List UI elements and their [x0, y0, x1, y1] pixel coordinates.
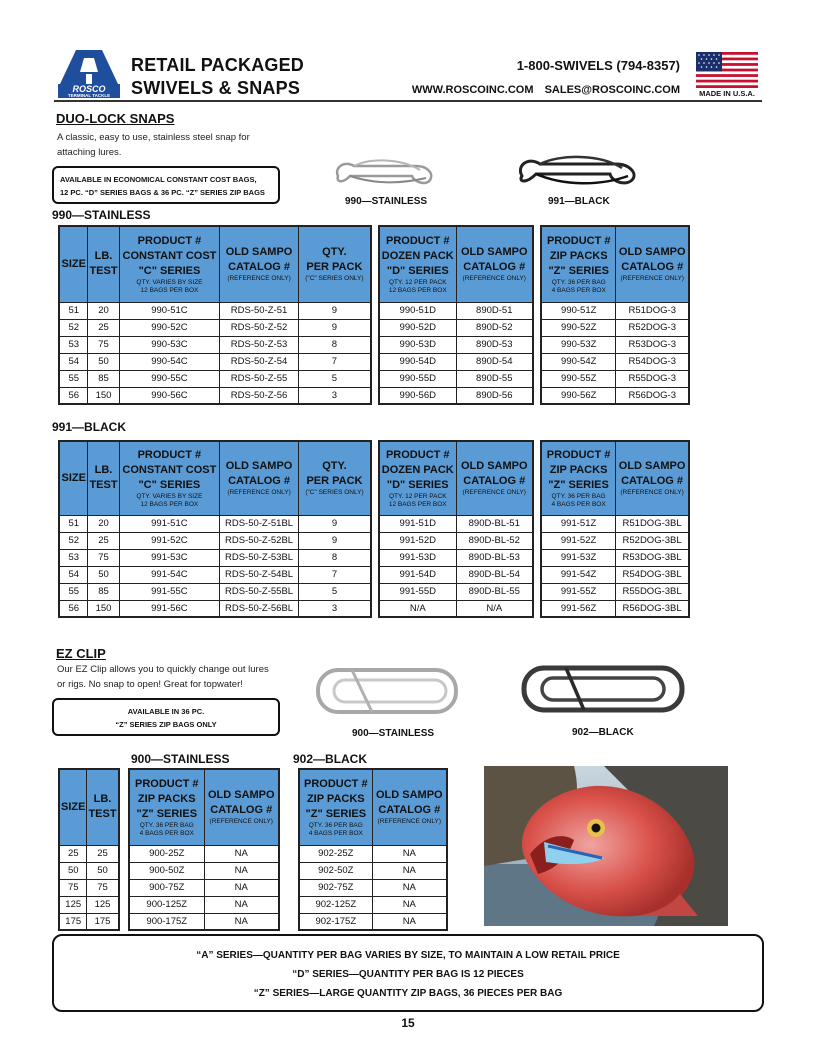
- table-cell: 25: [59, 845, 87, 862]
- table-cell: 991-52D: [379, 532, 456, 549]
- duolock-stainless-caption: 990—STAINLESS: [345, 196, 428, 207]
- table-cell: NA: [204, 845, 279, 862]
- col-c-series: PRODUCT # CONSTANT COST "C" SERIES QTY. VARIES BY SIZE 12 BAGS PER BOX: [119, 226, 220, 302]
- table-cell: 53: [59, 336, 88, 353]
- table-cell: NA: [204, 896, 279, 913]
- table-cell: R55DOG-3: [616, 370, 689, 387]
- table-cell: 890D-BL-52: [456, 532, 533, 549]
- table-row: [379, 370, 533, 387]
- duolock-notice-line-1: AVAILABLE IN ECONOMICAL CONSTANT COST BAGS,: [60, 175, 257, 184]
- table-990-z-series: [540, 225, 690, 405]
- table-cell: R54DOG-3BL: [616, 566, 689, 583]
- table-row: [129, 862, 279, 879]
- table-cell: 9: [298, 319, 371, 336]
- table-row: [541, 336, 689, 353]
- table-row: [379, 600, 533, 617]
- table-row: [379, 302, 533, 319]
- table-cell: 85: [88, 583, 119, 600]
- table-cell: 3: [298, 387, 371, 404]
- table-row: [541, 370, 689, 387]
- us-flag-icon: [696, 52, 758, 88]
- table-cell: 25: [88, 319, 119, 336]
- table-cell: R54DOG-3: [616, 353, 689, 370]
- table-990-main: [58, 225, 372, 405]
- table-cell: 9: [298, 302, 371, 319]
- ezclip-availability-notice: [52, 698, 280, 736]
- table-991-d-series: [378, 440, 534, 618]
- table-cell: 7: [298, 353, 371, 370]
- logo-text: ROSCO: [72, 84, 106, 94]
- legend-d-series: “D” SERIES—QUANTITY PER BAG IS 12 PIECES: [292, 969, 524, 980]
- title-line-2: SWIVELS & SNAPS: [131, 78, 301, 98]
- table-row: [59, 896, 119, 913]
- table-cell: 75: [87, 879, 119, 896]
- table-cell: 990-56D: [379, 387, 456, 404]
- phone-number: 1-800-SWIVELS (794-8357): [516, 58, 680, 73]
- col-d-series: PRODUCT # DOZEN PACK "D" SERIES QTY. 12 PER PACK 12 BAGS PER BOX: [379, 226, 456, 302]
- table-cell: 50: [87, 862, 119, 879]
- table-row: [541, 353, 689, 370]
- col-qty-per-pack: QTY. PER PACK ("C" SERIES ONLY): [298, 441, 371, 515]
- table-cell: 990-51C: [119, 302, 220, 319]
- table-cell: 990-53D: [379, 336, 456, 353]
- table-cell: 25: [87, 845, 119, 862]
- table-cell: 991-56C: [119, 600, 220, 617]
- table-row: [541, 302, 689, 319]
- col-old-sampo: OLD SAMPO CATALOG # (REFERENCE ONLY): [204, 769, 279, 845]
- table-cell: 890D-54: [456, 353, 533, 370]
- table-row: [379, 387, 533, 404]
- col-old-sampo: OLD SAMPO CATALOG # (REFERENCE ONLY): [456, 226, 533, 302]
- table-row: [59, 845, 119, 862]
- table-cell: 3: [298, 600, 371, 617]
- table-row: [541, 600, 689, 617]
- table-cell: 890D-BL-54: [456, 566, 533, 583]
- table-cell: RDS-50-Z-53BL: [220, 549, 299, 566]
- table-cell: 56: [59, 387, 88, 404]
- table-row: [129, 845, 279, 862]
- table-cell: 900-25Z: [129, 845, 204, 862]
- red-snapper-photo: [484, 766, 728, 926]
- table-cell: 990-52Z: [541, 319, 616, 336]
- table-cell: 902-50Z: [299, 862, 372, 879]
- col-old-sampo: OLD SAMPO CATALOG # (REFERENCE ONLY): [616, 441, 689, 515]
- table-cell: NA: [372, 879, 447, 896]
- table-cell: 890D-51: [456, 302, 533, 319]
- title-line-1: RETAIL PACKAGED: [131, 55, 305, 75]
- table-row: [379, 353, 533, 370]
- table-row: [59, 370, 371, 387]
- table-row: [59, 515, 371, 532]
- table-row: [299, 896, 447, 913]
- table-cell: 991-51D: [379, 515, 456, 532]
- table-row: [59, 913, 119, 930]
- table-cell: 125: [59, 896, 87, 913]
- table-row: [59, 319, 371, 336]
- table-cell: 125: [87, 896, 119, 913]
- table-cell: 85: [88, 370, 119, 387]
- table-cell: 990-52C: [119, 319, 220, 336]
- table-cell: 51: [59, 302, 88, 319]
- table-cell: 25: [88, 532, 119, 549]
- ezclip-description: [57, 662, 297, 692]
- table-cell: 990-52D: [379, 319, 456, 336]
- col-lb-test: LB. TEST: [87, 769, 119, 845]
- table-cell: 890D-BL-55: [456, 583, 533, 600]
- table-cell: 900-175Z: [129, 913, 204, 930]
- table-cell: 55: [59, 583, 88, 600]
- table-900-label: 900—STAINLESS: [131, 752, 230, 766]
- col-old-sampo: OLD SAMPO CATALOG # (REFERENCE ONLY): [616, 226, 689, 302]
- table-990-d-series: [378, 225, 534, 405]
- table-cell: RDS-50-Z-51BL: [220, 515, 299, 532]
- table-cell: 990-56C: [119, 387, 220, 404]
- table-cell: 991-51Z: [541, 515, 616, 532]
- col-size: SIZE: [59, 226, 88, 302]
- table-cell: 991-53Z: [541, 549, 616, 566]
- ezclip-desc-line-1: Our EZ Clip allows you to quickly change out lures: [57, 664, 269, 675]
- table-900: [128, 768, 280, 931]
- table-cell: 5: [298, 370, 371, 387]
- table-cell: 900-75Z: [129, 879, 204, 896]
- table-cell: 902-175Z: [299, 913, 372, 930]
- table-cell: 9: [298, 515, 371, 532]
- col-z-series: PRODUCT # ZIP PACKS "Z" SERIES QTY. 36 PER BAG 4 BAGS PER BOX: [541, 441, 616, 515]
- table-row: [59, 879, 119, 896]
- col-z-series: PRODUCT # ZIP PACKS "Z" SERIES QTY. 36 PER BAG 4 BAGS PER BOX: [299, 769, 372, 845]
- page-title: [131, 54, 304, 100]
- table-cell: 5: [298, 583, 371, 600]
- table-cell: 990-56Z: [541, 387, 616, 404]
- table-cell: 991-53D: [379, 549, 456, 566]
- table-row: [129, 896, 279, 913]
- table-cell: 55: [59, 370, 88, 387]
- table-cell: 990-55Z: [541, 370, 616, 387]
- table-cell: 890D-55: [456, 370, 533, 387]
- table-cell: 902-25Z: [299, 845, 372, 862]
- table-row: [541, 549, 689, 566]
- table-cell: 8: [298, 549, 371, 566]
- table-cell: 150: [88, 600, 119, 617]
- table-cell: 991-55C: [119, 583, 220, 600]
- table-cell: N/A: [379, 600, 456, 617]
- table-cell: 902-75Z: [299, 879, 372, 896]
- table-cell: RDS-50-Z-52: [220, 319, 298, 336]
- table-cell: 991-56Z: [541, 600, 616, 617]
- table-990-label: 990—STAINLESS: [52, 208, 151, 222]
- table-row: [299, 862, 447, 879]
- col-d-series: PRODUCT # DOZEN PACK "D" SERIES QTY. 12 PER PACK 12 BAGS PER BOX: [379, 441, 456, 515]
- table-row: [379, 566, 533, 583]
- table-row: [59, 566, 371, 583]
- table-cell: 991-54C: [119, 566, 220, 583]
- table-row: [541, 387, 689, 404]
- table-902: [298, 768, 448, 931]
- table-cell: NA: [204, 862, 279, 879]
- table-cell: RDS-50-Z-51: [220, 302, 298, 319]
- table-cell: 890D-BL-53: [456, 549, 533, 566]
- table-cell: 20: [88, 515, 119, 532]
- table-cell: R56DOG-3: [616, 387, 689, 404]
- ezclip-stainless-image: [312, 660, 462, 722]
- col-z-series: PRODUCT # ZIP PACKS "Z" SERIES QTY. 36 PER BAG 4 BAGS PER BOX: [129, 769, 204, 845]
- col-c-series: PRODUCT # CONSTANT COST "C" SERIES QTY. VARIES BY SIZE 12 BAGS PER BOX: [119, 441, 220, 515]
- duolock-black-image: [512, 146, 642, 192]
- table-cell: 900-125Z: [129, 896, 204, 913]
- col-size: SIZE: [59, 769, 87, 845]
- table-cell: 53: [59, 549, 88, 566]
- table-cell: 900-50Z: [129, 862, 204, 879]
- table-cell: R52DOG-3: [616, 319, 689, 336]
- table-row: [541, 319, 689, 336]
- table-cell: 52: [59, 319, 88, 336]
- table-cell: 991-55Z: [541, 583, 616, 600]
- duolock-notice-line-2: 12 PC. “D” SERIES BAGS & 36 PC. “Z” SERIES ZIP BAGS: [60, 188, 265, 197]
- table-cell: 991-52Z: [541, 532, 616, 549]
- col-old-sampo: OLD SAMPO CATALOG # (REFERENCE ONLY): [220, 441, 299, 515]
- table-cell: 52: [59, 532, 88, 549]
- table-row: [379, 336, 533, 353]
- table-cell: 991-53C: [119, 549, 220, 566]
- table-cell: 54: [59, 566, 88, 583]
- table-row: [129, 913, 279, 930]
- table-row: [379, 515, 533, 532]
- table-cell: RDS-50-Z-55BL: [220, 583, 299, 600]
- table-cell: R51DOG-3BL: [616, 515, 689, 532]
- table-row: [59, 353, 371, 370]
- table-cell: 990-54D: [379, 353, 456, 370]
- table-row: [59, 862, 119, 879]
- made-in-usa-caption: MADE IN U.S.A.: [699, 89, 755, 98]
- table-row: [541, 583, 689, 600]
- col-size: SIZE: [59, 441, 88, 515]
- table-cell: NA: [372, 913, 447, 930]
- table-row: [541, 515, 689, 532]
- duolock-description: [57, 130, 297, 160]
- ezclip-black-image: [518, 660, 688, 720]
- table-row: [129, 879, 279, 896]
- table-cell: R53DOG-3: [616, 336, 689, 353]
- header-divider: [54, 100, 762, 102]
- table-cell: 20: [88, 302, 119, 319]
- table-cell: 991-51C: [119, 515, 220, 532]
- logo-subtext: TERMINAL TACKLE: [67, 93, 111, 98]
- table-cell: RDS-50-Z-56: [220, 387, 298, 404]
- col-qty-per-pack: QTY. PER PACK ("C" SERIES ONLY): [298, 226, 371, 302]
- table-cell: 991-55D: [379, 583, 456, 600]
- table-cell: RDS-50-Z-53: [220, 336, 298, 353]
- table-991-label: 991—BLACK: [52, 420, 127, 434]
- table-cell: 8: [298, 336, 371, 353]
- table-row: [59, 302, 371, 319]
- table-cell: 902-125Z: [299, 896, 372, 913]
- table-cell: RDS-50-Z-54: [220, 353, 298, 370]
- table-cell: 990-51D: [379, 302, 456, 319]
- table-cell: R51DOG-3: [616, 302, 689, 319]
- table-cell: 51: [59, 515, 88, 532]
- ezclip-desc-line-2: or rigs. No snap to open! Great for topwater!: [57, 679, 243, 690]
- table-cell: NA: [372, 845, 447, 862]
- contact-line: [380, 84, 680, 96]
- table-row: [59, 583, 371, 600]
- table-cell: NA: [204, 879, 279, 896]
- table-cell: 990-54C: [119, 353, 220, 370]
- table-row: [379, 532, 533, 549]
- table-cell: 50: [88, 353, 119, 370]
- duolock-stainless-image: [330, 148, 438, 194]
- col-old-sampo: OLD SAMPO CATALOG # (REFERENCE ONLY): [456, 441, 533, 515]
- table-991-z-series: [540, 440, 690, 618]
- duolock-section-title: DUO-LOCK SNAPS: [56, 111, 175, 126]
- website-link[interactable]: WWW.ROSCOINC.COM: [411, 84, 534, 96]
- table-cell: 50: [88, 566, 119, 583]
- table-row: [59, 532, 371, 549]
- table-cell: NA: [372, 896, 447, 913]
- col-old-sampo: OLD SAMPO CATALOG # (REFERENCE ONLY): [220, 226, 298, 302]
- table-cell: R53DOG-3BL: [616, 549, 689, 566]
- table-cell: 9: [298, 532, 371, 549]
- table-row: [299, 913, 447, 930]
- table-cell: 991-52C: [119, 532, 220, 549]
- col-lb-test: LB. TEST: [88, 226, 119, 302]
- col-old-sampo: OLD SAMPO CATALOG # (REFERENCE ONLY): [372, 769, 447, 845]
- table-row: [379, 319, 533, 336]
- table-cell: 75: [59, 879, 87, 896]
- table-row: [299, 879, 447, 896]
- table-cell: N/A: [456, 600, 533, 617]
- table-902-label: 902—BLACK: [293, 752, 368, 766]
- ezclip-notice-line-2: “Z” SERIES ZIP BAGS ONLY: [115, 720, 217, 729]
- table-cell: R55DOG-3BL: [616, 583, 689, 600]
- table-cell: 75: [88, 549, 119, 566]
- table-cell: 990-55D: [379, 370, 456, 387]
- ezclip-section-title: EZ CLIP: [56, 646, 106, 661]
- duolock-desc-line-1: A classic, easy to use, stainless steel snap for: [57, 132, 250, 143]
- table-row: [59, 336, 371, 353]
- table-cell: RDS-50-Z-56BL: [220, 600, 299, 617]
- table-cell: NA: [372, 862, 447, 879]
- ezclip-black-caption: 902—BLACK: [572, 727, 634, 738]
- table-cell: 50: [59, 862, 87, 879]
- table-ez-size: [58, 768, 120, 931]
- table-cell: R56DOG-3BL: [616, 600, 689, 617]
- table-cell: 990-51Z: [541, 302, 616, 319]
- table-row: [379, 549, 533, 566]
- table-cell: 56: [59, 600, 88, 617]
- table-cell: 175: [87, 913, 119, 930]
- table-row: [541, 566, 689, 583]
- table-cell: 54: [59, 353, 88, 370]
- table-cell: 990-55C: [119, 370, 220, 387]
- table-cell: R52DOG-3BL: [616, 532, 689, 549]
- table-cell: 991-54Z: [541, 566, 616, 583]
- table-991-main: [58, 440, 372, 618]
- legend-z-series: “Z” SERIES—LARGE QUANTITY ZIP BAGS, 36 PIECES PER BAG: [253, 988, 563, 999]
- table-row: [541, 532, 689, 549]
- col-lb-test: LB. TEST: [88, 441, 119, 515]
- ezclip-notice-line-1: AVAILABLE IN 36 PC.: [127, 707, 205, 716]
- table-row: [59, 600, 371, 617]
- table-cell: 175: [59, 913, 87, 930]
- table-cell: 890D-53: [456, 336, 533, 353]
- table-cell: 990-54Z: [541, 353, 616, 370]
- table-cell: 991-54D: [379, 566, 456, 583]
- table-cell: 990-53C: [119, 336, 220, 353]
- page-number: 15: [401, 1016, 415, 1030]
- table-row: [299, 845, 447, 862]
- table-cell: 990-53Z: [541, 336, 616, 353]
- table-cell: 150: [88, 387, 119, 404]
- table-row: [379, 583, 533, 600]
- table-cell: 7: [298, 566, 371, 583]
- table-cell: NA: [204, 913, 279, 930]
- table-cell: RDS-50-Z-54BL: [220, 566, 299, 583]
- series-legend-box: [52, 934, 764, 1012]
- ezclip-stainless-caption: 900—STAINLESS: [352, 728, 435, 739]
- table-cell: RDS-50-Z-52BL: [220, 532, 299, 549]
- table-row: [59, 549, 371, 566]
- duolock-availability-notice: [52, 166, 280, 204]
- table-cell: 75: [88, 336, 119, 353]
- duolock-black-caption: 991—BLACK: [548, 196, 610, 207]
- col-z-series: PRODUCT # ZIP PACKS "Z" SERIES QTY. 36 PER BAG 4 BAGS PER BOX: [541, 226, 616, 302]
- table-row: [59, 387, 371, 404]
- duolock-desc-line-2: attaching lures.: [57, 147, 122, 158]
- table-cell: 890D-52: [456, 319, 533, 336]
- legend-a-series: “A” SERIES—QUANTITY PER BAG VARIES BY SIZE, TO MAINTAIN A LOW RETAIL PRICE: [196, 950, 620, 961]
- email-link[interactable]: SALES@ROSCOINC.COM: [544, 84, 680, 96]
- table-cell: 890D-56: [456, 387, 533, 404]
- table-cell: RDS-50-Z-55: [220, 370, 298, 387]
- table-cell: 890D-BL-51: [456, 515, 533, 532]
